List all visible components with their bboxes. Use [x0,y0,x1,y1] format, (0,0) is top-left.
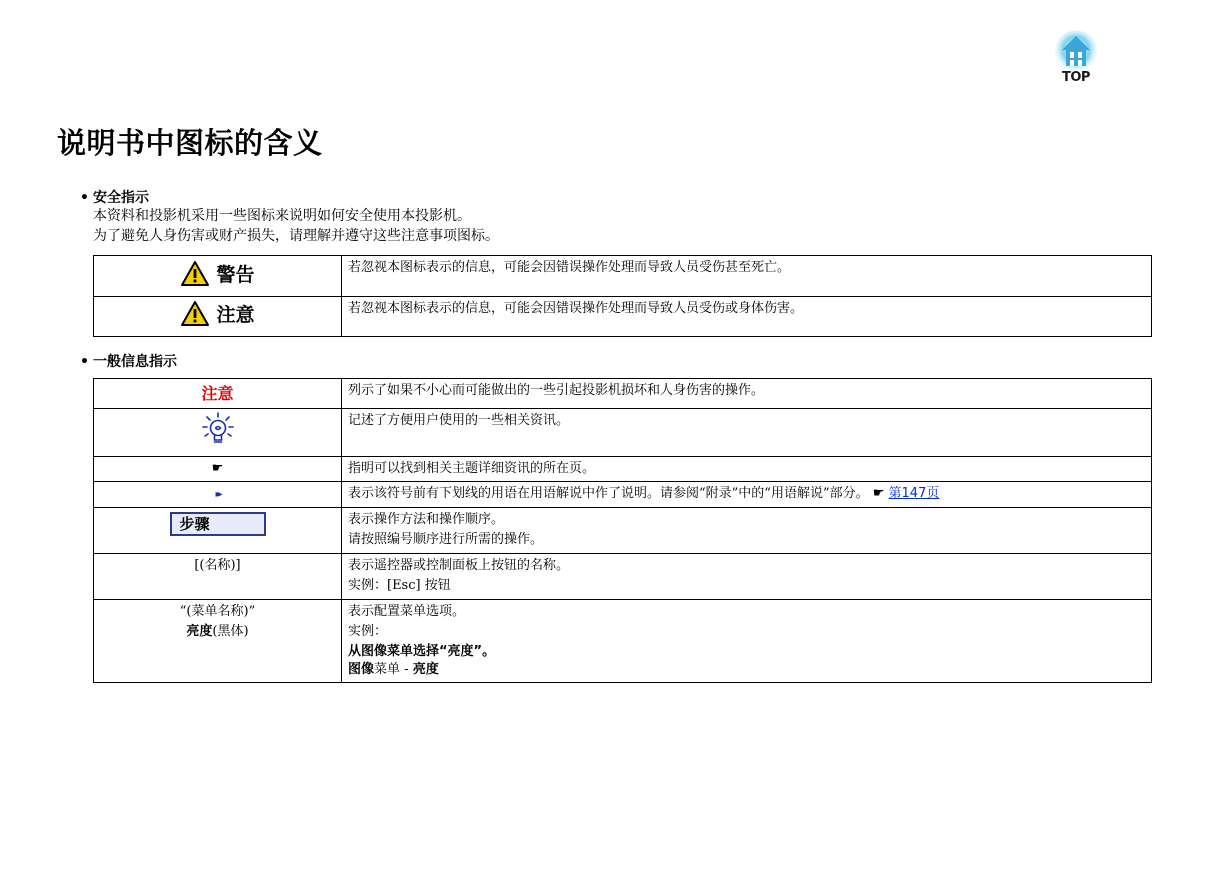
top-nav-button[interactable] [1052,30,1100,86]
description-line: 表示操作方法和操作顺序。 [348,512,505,527]
description-line: 实例：[Esc] 按钮 [348,578,451,593]
bullet-icon: • [80,190,89,206]
example-text: 从图像菜单选择“亮度”。 [348,644,496,659]
page-title: 说明书中图标的含义 [57,126,323,160]
general-table [93,378,1152,683]
lightbulb-tip-icon [200,411,236,447]
description-cell [342,482,1152,508]
description-text: 表示该符号前有下划线的用语在用语解说中作了说明。请参阅“附录”中的“用语解说”部分。 [348,486,869,501]
description-line: 表示配置菜单选项。 [348,604,466,619]
procedure-badge: 步骤 [170,512,266,536]
description-cell [342,554,1152,600]
bold-font-symbol: 亮度(黑体) [186,624,249,639]
symbol-cell [94,600,342,683]
warning-label: 警告 [216,263,255,286]
safety-intro [93,206,499,246]
description-cell: 指明可以找到相关主题详细资讯的所在页。 [342,457,1152,482]
safety-table [93,255,1152,337]
description-line: 请按照编号顺序进行所需的操作。 [348,532,544,547]
menu-name-symbol: “(菜单名称)” [179,604,256,619]
symbol-cell [94,409,342,457]
pointing-hand-icon: ☛ [872,486,885,501]
table-row [94,482,1152,508]
symbol-cell [94,296,342,337]
table-row [94,379,1152,409]
safety-heading: • 安全指示 [80,190,149,206]
menu-path: 图像菜单 - 亮度 [348,662,439,677]
description-line: 表示遥控器或控制面板上按钮的名称。 [348,558,570,573]
table-row [94,409,1152,457]
table-row [94,256,1152,297]
symbol-cell [94,457,342,482]
symbol-cell [94,554,342,600]
table-row [94,296,1152,337]
page-link[interactable]: 第147页 [888,486,940,501]
table-row [94,554,1152,600]
pointing-hand-icon: ☛ [211,461,224,476]
intro-line: 为了避免人身伤害或财产损失，请理解并遵守这些注意事项图标。 [93,228,499,244]
description-cell: 若忽视本图标表示的信息，可能会因错误操作处理而导致人员受伤甚至死亡。 [342,256,1152,297]
button-name-symbol: [(名称)] [194,558,241,573]
double-arrow-icon: ▸▸ [215,489,220,500]
home-top-icon [1052,30,1100,74]
symbol-cell [94,379,342,409]
description-line: 实例： [348,624,388,639]
table-row [94,600,1152,683]
description-cell [342,508,1152,554]
symbol-cell [94,482,342,508]
description-cell [342,600,1152,683]
description-cell: 若忽视本图标表示的信息，可能会因错误操作处理而导致人员受伤或身体伤害。 [342,296,1152,337]
description-cell: 记述了方便用户使用的一些相关资讯。 [342,409,1152,457]
warning-triangle-icon [180,300,210,327]
caution-label: 注意 [216,304,255,326]
table-row [94,508,1152,554]
symbol-cell [94,508,342,554]
warning-triangle-icon [180,260,210,287]
top-nav-label: TOP [1062,70,1090,85]
bullet-icon: • [80,354,89,370]
description-cell: 列示了如果不小心而可能做出的一些引起投影机损坏和人身伤害的操作。 [342,379,1152,409]
symbol-cell [94,256,342,297]
table-row [94,457,1152,482]
intro-line: 本资料和投影机采用一些图标来说明如何安全使用本投影机。 [93,208,471,224]
caution-symbol: 注意 [201,384,234,403]
general-heading: • 一般信息指示 [80,354,177,370]
